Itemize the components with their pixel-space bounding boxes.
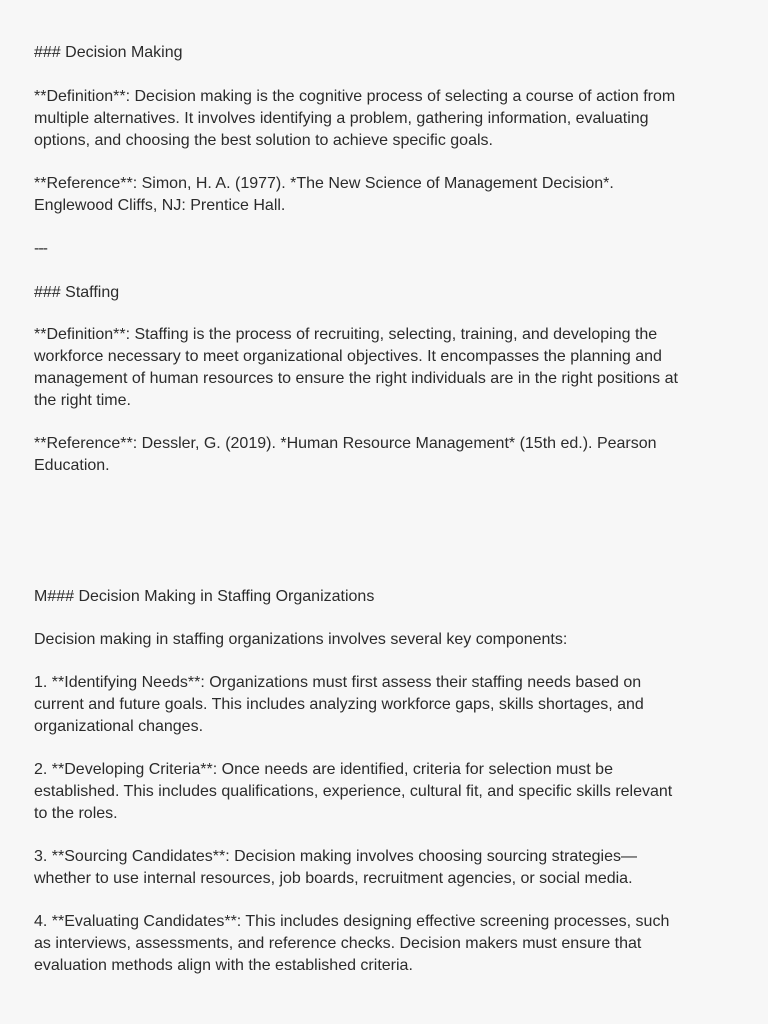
section-heading-decision-making-in-staffing: M### Decision Making in Staffing Organizations [34,588,375,605]
list-item-evaluating-candidates: 4. **Evaluating Candidates**: This includes designing effective screening processes, such as interviews, assessments, and reference checks. Decision makers must ensure that evaluation methods align with the established criteria. [34,913,670,974]
definition-staffing: **Definition**: Staffing is the process of recruiting, selecting, training, and developing the workforce necessary to meet organizational objectives. It encompasses the planning and management of human resources to ensure the right individuals are in the right positions at the right time. [34,326,678,409]
intro-paragraph: Decision making in staffing organizations involves several key components: [34,631,568,648]
reference-decision-making: **Reference**: Simon, H. A. (1977). *The New Science of Management Decision*. Englewood Cliffs, NJ: Prentice Hall. [34,175,614,214]
list-item-sourcing-candidates: 3. **Sourcing Candidates**: Decision making involves choosing sourcing strategies— whether to use internal resources, job boards, recruitment agencies, or social media. [34,848,637,887]
list-item-developing-criteria: 2. **Developing Criteria**: Once needs are identified, criteria for selection must be established. This includes qualifications, experience, cultural fit, and specific skills relevant to the roles. [34,761,673,822]
section-separator: --- [34,240,47,257]
reference-staffing: **Reference**: Dessler, G. (2019). *Human Resource Management* (15th ed.). Pearson Education. [34,435,657,474]
list-item-identifying-needs: 1. **Identifying Needs**: Organizations must first assess their staffing needs based on current and future goals. This includes analyzing workforce gaps, skills shortages, and organizational changes. [34,674,644,735]
section-heading-staffing: ### Staffing [34,284,120,301]
section-heading-decision-making: ### Decision Making [34,44,183,61]
definition-decision-making: **Definition**: Decision making is the cognitive process of selecting a course of action from multiple alternatives. It involves identifying a problem, gathering information, evaluating options, and choosing the best solution to achieve specific goals. [34,88,676,149]
